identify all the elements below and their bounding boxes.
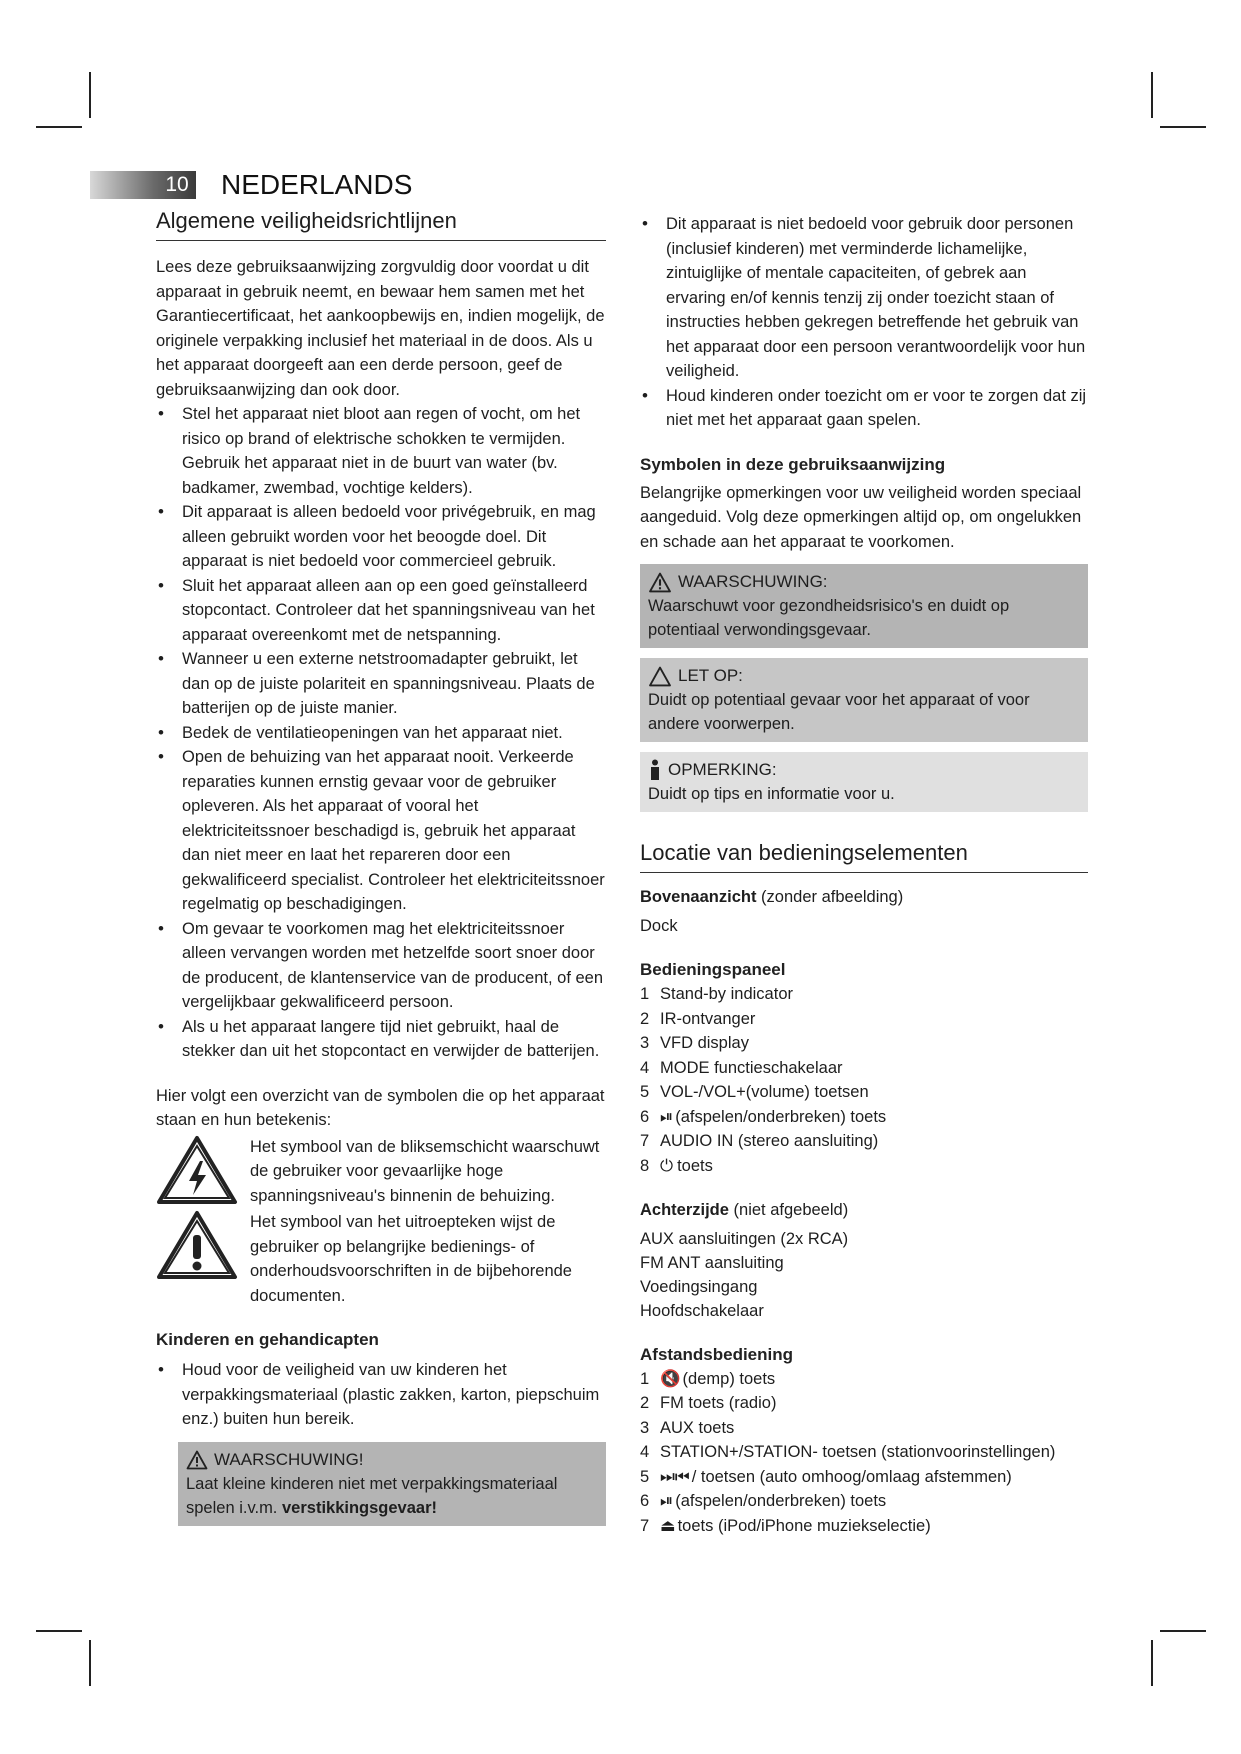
note-box-text: Duidt op tips en informatie voor u. [648, 785, 895, 803]
caution-box-title [648, 664, 1080, 688]
list-item: 2 FM toets (radio) [640, 1394, 777, 1412]
list-item: • Wanneer u een externe netstroomadapter gebruikt, let dan op de juiste polariteit en spanningsniveau. Plaats de batterijen op de juiste manier. [156, 647, 606, 721]
top-view-note: (zonder afbeelding) [761, 888, 904, 906]
list-item: • Houd kinderen onder toezicht om er voor te zorgen dat zij niet met het apparaat gaan spelen. [640, 384, 1088, 433]
list-item: 3 AUX toets [640, 1418, 735, 1437]
caution-title-text: LET OP: [678, 666, 743, 685]
symbol-lightning-text: Het symbool van de bliksemschicht waarschuwt de gebruiker voor gevaarlijke hoge spanningsniveau's binnenin de behuizing. [250, 1137, 600, 1205]
play-pause-icon: ⏯ [660, 1107, 674, 1126]
list-item: 6 ⏯ (afspelen/onderbreken) toets [640, 1105, 1088, 1130]
list-item: Hoofdschakelaar [640, 1301, 764, 1320]
warning-text: Laat kleine kinderen niet met verpakkingsmateriaal spelen i.v.m. [186, 1474, 558, 1517]
symbol-exclamation-text: Het symbool van het uitroepteken wijst de gebruiker op belangrijke bedienings- of onderhoudsvoorschriften in de bijbehorende documenten. [250, 1213, 572, 1305]
back-label: Achterzijde [640, 1201, 729, 1219]
crop-mark [1151, 1640, 1153, 1686]
safety-intro: Lees deze gebruiksaanwijzing zorgvuldig door voordat u dit apparaat in gebruik neemt, en bewaar hem samen met het Garantiecertificaat, het aankoopbewijs en, indien mogelijk, de originele verpakking inclusief het materiaal in de doos. Als u het apparaat doorgeeft aan een derde persoon, geef de gebruiksaanwijzing dan ook door. [156, 258, 605, 399]
list-item: 1 Stand-by indicator [640, 985, 793, 1003]
warning-box-text: Waarschuwt voor gezondheidsrisico's en duidt op potentiaal verwondingsgevaar. [648, 597, 1010, 639]
symbols-text: Belangrijke opmerkingen voor uw veiligheid worden speciaal aangeduid. Volg deze opmerkingen altijd op, om ongelukken en schade aan het apparaat te voorkomen. [640, 483, 1082, 551]
list-item: 4 STATION+/STATION- toetsen (stationvoorinstellingen) [640, 1443, 1056, 1461]
back-note: (niet afgebeeld) [733, 1201, 849, 1219]
top-view-label: Bovenaanzicht [640, 888, 757, 906]
crop-mark [89, 1640, 91, 1686]
play-pause-icon: ⏯ [660, 1492, 674, 1510]
warning-bold-text: verstikkingsgevaar! [282, 1498, 438, 1517]
warning-box-title [648, 570, 1080, 594]
list-item: 5 ⏭⏮ / toetsen (auto omhoog/omlaag afstemmen) [640, 1465, 1088, 1490]
warning-box [640, 564, 1088, 648]
warning-title-text: WAARSCHUWING! [214, 1449, 364, 1469]
section-title-safety: Algemene veiligheidsrichtlijnen [156, 206, 606, 241]
list-item: 3 VFD display [640, 1034, 749, 1052]
right-column [640, 212, 1088, 1538]
info-icon [648, 759, 662, 781]
page-number: 10 [165, 173, 189, 196]
list-item: • Om gevaar te voorkomen mag het elektriciteitssnoer alleen vervangen worden met hetzelfde soort snoer door de producent, de klantenservice van de producent, of een vergelijkbaar gekwalificeerd persoon. [156, 917, 606, 1015]
caution-box [640, 658, 1088, 742]
back-heading [640, 1198, 1088, 1223]
list-item: • Dit apparaat is alleen bedoeld voor privégebruik, en mag alleen gebruikt worden voor het beoogde doel. Dit apparaat is niet bedoeld voor commercieel gebruik. [156, 500, 606, 574]
list-item: 5 VOL-/VOL+(volume) toetsen [640, 1083, 869, 1101]
list-item: • Stel het apparaat niet bloot aan regen of vocht, om het risico op brand of elektrische schokken te vermijden. Gebruik het apparaat niet in de buurt van water (bv. badkamer, zwembad, vochtige kelders). [156, 402, 606, 500]
panel-list [640, 982, 1088, 1178]
remote-list [640, 1367, 1088, 1539]
warning-box-title [186, 1448, 598, 1472]
crop-mark [1160, 1630, 1206, 1632]
list-item: Voedingsingang [640, 1277, 758, 1296]
crop-mark [1151, 72, 1153, 118]
crop-mark [89, 72, 91, 118]
warning-title-text: WAARSCHUWING: [678, 572, 828, 591]
lightning-warning-icon [156, 1135, 238, 1205]
exclamation-warning-icon [156, 1210, 238, 1280]
list-item: • Sluit het apparaat alleen aan op een goed geïnstalleerd stopcontact. Controleer dat het spanningsniveau van het apparaat overeenkomt met de netspanning. [156, 574, 606, 648]
panel-heading: Bedieningspaneel [640, 960, 786, 979]
list-item: 7 AUDIO IN (stereo aansluiting) [640, 1132, 879, 1150]
caution-triangle-icon [648, 666, 672, 687]
children-heading: Kinderen en gehandicapten [156, 1330, 379, 1349]
caution-box-text: Duidt op potentiaal gevaar voor het apparaat of voor andere voorwerpen. [648, 691, 1030, 733]
list-item: FM ANT aansluiting [640, 1253, 784, 1272]
warning-triangle-icon [648, 572, 672, 593]
warning-triangle-icon [186, 1450, 208, 1470]
list-item: • Houd voor de veiligheid van uw kinderen het verpakkingsmateriaal (plastic zakken, karton, piepschuim enz.) buiten hun bereik. [156, 1358, 606, 1432]
top-view-heading [640, 885, 1088, 910]
list-item: 8 ⏻ toets [640, 1154, 1088, 1179]
back-list [640, 1227, 1088, 1323]
children-bullet-list [156, 1358, 606, 1432]
mute-icon: 🔇 [660, 1369, 681, 1388]
list-item: • Open de behuizing van het apparaat nooit. Verkeerde reparaties kunnen ernstig gevaar voor de gebruiker opleveren. Als het apparaat of vooral het elektriciteitssnoer beschadigd is, gebruik het apparaat dan niet meer en laat het repareren door een gekwalificeerd specialist. Controleer het elektriciteitssnoer regelmatig op beschadigingen. [156, 745, 606, 917]
eject-icon: ⏏ [660, 1516, 676, 1535]
note-title-text: OPMERKING: [668, 760, 777, 779]
warning-box-text [186, 1472, 598, 1520]
safety-bullet-list [156, 402, 606, 1064]
crop-mark [36, 1630, 82, 1632]
crop-mark [1160, 126, 1206, 128]
skip-icon: ⏭⏮ [660, 1467, 690, 1486]
list-item: 6 ⏯ (afspelen/onderbreken) toets [640, 1489, 1088, 1514]
list-item: • Als u het apparaat langere tijd niet gebruikt, haal de stekker dan uit het stopcontact en verwijder de batterijen. [156, 1015, 606, 1064]
section-title-controls: Locatie van bedieningselementen [640, 838, 1088, 873]
list-item: 2 IR-ontvanger [640, 1009, 756, 1028]
note-box-title [648, 758, 1080, 782]
children-warning-box [178, 1442, 606, 1526]
remote-heading: Afstandsbediening [640, 1344, 794, 1364]
list-item: • Dit apparaat is niet bedoeld voor gebruik door personen (inclusief kinderen) met verminderde lichamelijke, zintuiglijke of mentale capaciteiten, of gebrek aan ervaring en/of kennis tenzij zij onder toezicht staan of instructies hebben gekregen betreffende het gebruik van het apparaat door een persoon verantwoordelijk voor hun veiligheid. [640, 212, 1088, 384]
list-item: 4 MODE functieschakelaar [640, 1058, 843, 1077]
crop-mark [36, 126, 82, 128]
symbol-exclamation-row [156, 1210, 606, 1308]
symbols-heading: Symbolen in deze gebruiksaanwijzing [640, 454, 946, 474]
note-box [640, 752, 1088, 812]
list-item: • Bedek de ventilatieopeningen van het apparaat niet. [156, 721, 606, 746]
symbols-intro: Hier volgt een overzicht van de symbolen die op het apparaat staan en hun betekenis: [156, 1086, 605, 1129]
right-bullet-list [640, 212, 1088, 433]
list-item: 7 ⏏ toets (iPod/iPhone muziekselectie) [640, 1514, 1088, 1539]
language-title: NEDERLANDS [221, 169, 413, 200]
top-view-item: Dock [640, 916, 678, 935]
symbol-lightning-row [156, 1135, 606, 1209]
list-item: 1 🔇 (demp) toets [640, 1367, 1088, 1392]
list-item: AUX aansluitingen (2x RCA) [640, 1229, 849, 1248]
left-column [156, 206, 606, 1526]
power-icon: ⏻ [660, 1156, 674, 1175]
